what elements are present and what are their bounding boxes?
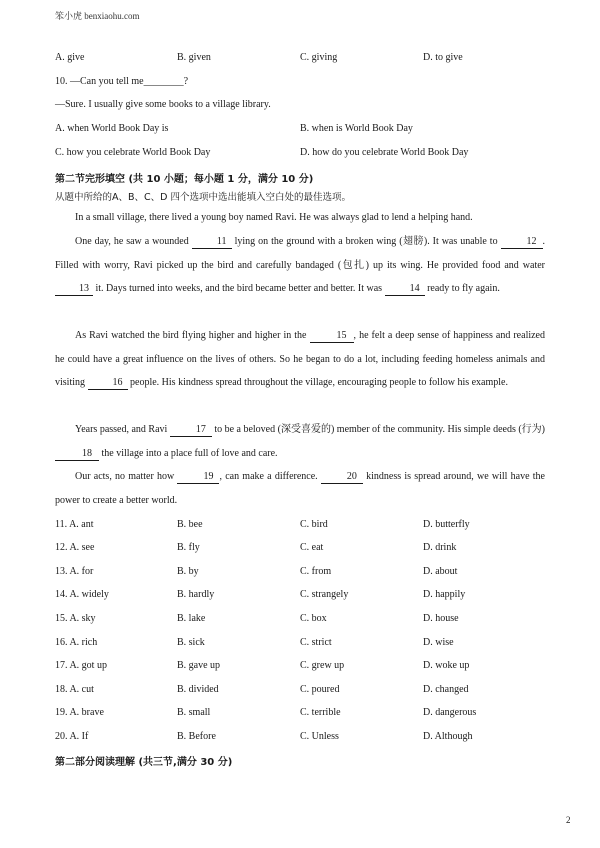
section-title: 第二节完形填空 (共 10 小题；每小题 1 分，满分 10 分) [55,174,314,185]
option-d: D. drink [423,542,457,553]
blank-16: 16 [88,377,128,390]
question-row [55,519,575,533]
question-row [55,589,575,603]
text: As Ravi watched the bird flying higher and higher in the [75,330,310,341]
option-b: B. given [177,52,211,63]
blank-20: 20 [321,471,363,484]
question-row [55,660,575,674]
option-c: C. how you celebrate World Book Day [55,147,211,158]
blank-15: 15 [310,330,354,343]
blank-14: 14 [385,283,425,296]
option-c: C. eat [300,542,324,553]
blank-17: 17 [170,424,212,437]
option-a: 16. A. rich [55,637,98,648]
q10-stem: 10. —Can you tell me________? [55,76,189,87]
passage-paragraph-5 [55,465,545,512]
option-b: B. hardly [177,589,215,600]
option-d: D. woke up [423,660,470,671]
q10-options-row1 [55,123,575,137]
option-b: B. sick [177,637,205,648]
option-d: D. to give [423,52,463,63]
option-a: 15. A. sky [55,613,96,624]
option-d: D. wise [423,637,454,648]
option-b: B. divided [177,684,219,695]
blank-11: 11 [192,236,232,249]
option-c: C. strangely [300,589,349,600]
q10-options-row2 [55,147,575,161]
paragraph-text: In a small village, there lived a young boy named Ravi. He was always glad to lend a helping hand. [75,212,473,223]
q10-answer: —Sure. I usually give some books to a village library. [55,99,271,110]
text: . Filled with worry, Ravi picked up the bird and carefully bandaged (包扎) up its wing. He provided food and water [55,236,546,271]
text: One day, he saw a wounded [75,236,192,247]
passage-paragraph-3 [55,324,545,395]
option-a: 17. A. got up [55,660,107,671]
option-d: D. butterfly [423,519,470,530]
question-row [55,566,575,580]
text: it. Days turned into weeks, and the bird became better and better. It was [93,283,385,294]
option-a: 20. A. If [55,731,89,742]
page-number: 2 [566,815,571,825]
passage-paragraph-2 [55,230,545,301]
question-row [55,637,575,651]
blank-18: 18 [55,448,99,461]
option-c: C. Unless [300,731,339,742]
question-row [55,731,575,745]
option-c: C. strict [300,637,332,648]
option-c: C. box [300,613,327,624]
option-c: C. terrible [300,707,341,718]
option-b: B. Before [177,731,216,742]
text: people. His kindness spread throughout the village, encouraging people to follow his example. [127,377,508,388]
section-instruction: 从题中所给的A、B、C、D 四个选项中选出能填入空白处的最佳选项。 [55,192,351,203]
passage-paragraph-1 [55,206,545,230]
option-a: 13. A. for [55,566,94,577]
option-b: B. small [177,707,211,718]
option-a: 19. A. brave [55,707,104,718]
text: Years passed, and Ravi [75,424,170,435]
option-b: B. bee [177,519,203,530]
option-d: D. how do you celebrate World Book Day [300,147,469,158]
option-d: D. changed [423,684,469,695]
text: lying on the ground with a broken wing (翅膀). It was unable to [231,236,501,247]
text: the village into a place full of love and care. [99,447,278,459]
option-b: B. when is World Book Day [300,123,413,134]
option-d: D. dangerous [423,707,477,718]
text: Our acts, no matter how [75,471,178,482]
blank-19: 19 [177,471,219,484]
option-c: C. grew up [300,660,345,671]
option-a: A. give [55,52,85,63]
option-c: C. poured [300,684,340,695]
option-d: D. house [423,613,459,624]
option-b: B. gave up [177,660,221,671]
option-a: 11. A. ant [55,519,94,530]
text: ready to fly again. [424,283,500,294]
option-c: C. bird [300,519,328,530]
blank-12: 12 [501,236,543,249]
part2-title: 第二部分阅读理解 (共三节,满分 30 分) [55,757,233,768]
site-header: 笨小虎 benxiaohu.com [55,11,140,21]
option-c: C. from [300,566,332,577]
text: kindness is spread around, we will have the power to create a better world. [55,471,545,506]
option-b: B. by [177,566,199,577]
text: , can make a difference. [219,471,321,482]
passage-paragraph-4 [55,418,545,465]
option-d: D. happily [423,589,466,600]
text: to be a beloved (深受喜爱的) member of the community. His simple deeds (行为) [211,424,545,435]
question-row [55,542,575,556]
option-c: C. giving [300,52,338,63]
option-a: 12. A. see [55,542,95,553]
text: , he felt a deep sense of happiness and realized he could have a great influence on the lives of others. So he began to do a lot, including feeding homeless animals and visiting [55,330,545,388]
option-d: D. about [423,566,458,577]
question-row [55,707,575,721]
q9-options [55,52,575,66]
question-row [55,613,575,627]
option-a: 14. A. widely [55,589,109,600]
option-d: D. Although [423,731,473,742]
option-b: B. lake [177,613,206,624]
option-a: A. when World Book Day is [55,123,169,134]
question-row [55,684,575,698]
option-b: B. fly [177,542,200,553]
blank-13: 13 [55,283,93,296]
option-a: 18. A. cut [55,684,94,695]
